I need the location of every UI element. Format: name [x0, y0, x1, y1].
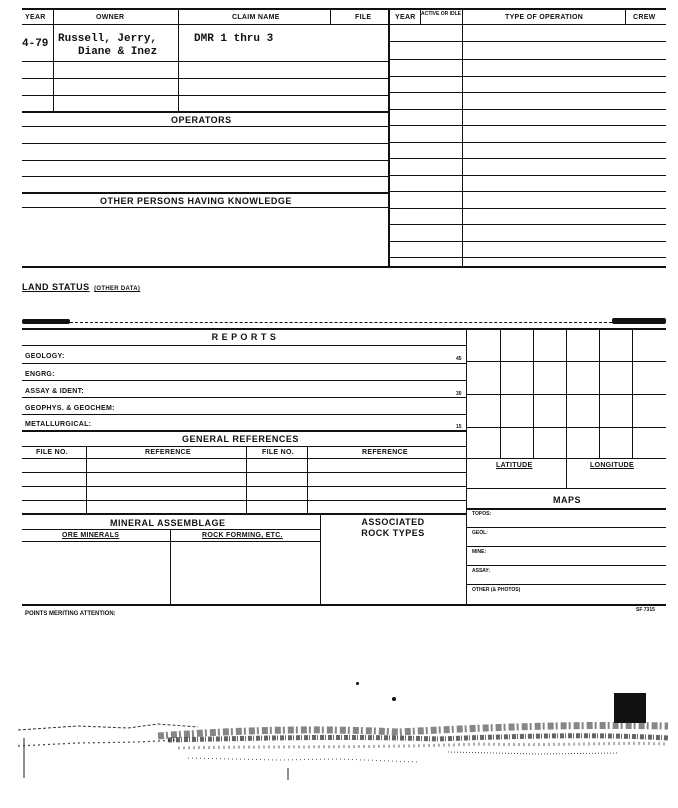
row-line	[388, 41, 666, 42]
maps-rule	[466, 508, 666, 510]
general-references-title: GENERAL REFERENCES	[182, 434, 299, 444]
row-line	[22, 472, 466, 473]
other-persons-label: OTHER PERSONS HAVING KNOWLEDGE	[100, 196, 292, 206]
grid-line	[466, 488, 666, 489]
report-engrg: ENGRG:	[25, 371, 55, 378]
row-line	[466, 584, 666, 585]
header-claim-name: CLAIM NAME	[232, 14, 280, 21]
reports-bottom-border	[22, 604, 666, 606]
latitude-label: LATITUDE	[496, 462, 533, 469]
row-line	[388, 125, 666, 126]
header-owner: OWNER	[96, 14, 125, 21]
divider	[462, 8, 463, 266]
maps-title: MAPS	[553, 495, 582, 505]
maps-mine: MINE:	[472, 549, 487, 555]
speck	[356, 682, 359, 685]
report-num: 15	[456, 424, 462, 430]
row-line	[22, 126, 388, 127]
table-top-border	[22, 8, 666, 10]
maps-other: OTHER (& PHOTOS)	[472, 587, 521, 593]
report-metallurgical: METALLURGICAL:	[25, 421, 92, 428]
divider	[178, 8, 179, 24]
row-line	[22, 61, 388, 62]
divider	[53, 8, 54, 24]
brush-mark-right	[612, 318, 666, 324]
associated-line-2: ROCK TYPES	[361, 528, 425, 538]
grid-line	[500, 328, 501, 458]
report-num: 45	[456, 356, 462, 362]
header-crew: CREW	[633, 14, 656, 21]
row-line	[22, 380, 466, 381]
header-year: YEAR	[25, 14, 46, 21]
row-line	[22, 143, 388, 144]
gr-header-file-no-2: FILE NO.	[262, 449, 294, 456]
report-geology: GEOLOGY:	[25, 353, 65, 360]
entry-owner-line-1: Russell, Jerry,	[58, 33, 158, 45]
associated-line-1: ASSOCIATED	[361, 517, 425, 527]
divider	[86, 446, 87, 514]
other-persons-rule	[22, 192, 388, 194]
header-rule	[22, 24, 666, 25]
header-file: FILE	[355, 14, 372, 21]
maps-geol: GEOL:	[472, 530, 488, 536]
land-status-sub: (OTHER DATA)	[94, 286, 141, 292]
row-line	[22, 363, 466, 364]
grid-line	[599, 328, 600, 458]
entry-claim-name: DMR 1 thru 3	[194, 33, 274, 45]
operators-rule	[22, 111, 388, 113]
divider	[170, 529, 171, 604]
row-line	[388, 158, 666, 159]
grid-line	[466, 394, 666, 395]
row-line	[388, 92, 666, 93]
row-line	[22, 345, 466, 346]
row-line	[22, 176, 388, 177]
row-line	[388, 76, 666, 77]
row-line	[388, 109, 666, 110]
longitude-label: LONGITUDE	[590, 462, 634, 469]
row-line	[22, 500, 466, 501]
row-line	[22, 458, 466, 459]
land-status-label: LAND STATUS	[22, 282, 90, 292]
grid-line	[466, 361, 666, 362]
row-line	[388, 208, 666, 209]
divider-dashed	[70, 322, 612, 323]
row-line	[22, 541, 320, 542]
grid-line	[466, 427, 666, 428]
gr-header-reference-2: REFERENCE	[362, 449, 408, 456]
report-geophys: GEOPHYS. & GEOCHEM:	[25, 405, 115, 412]
gr-header-file-no: FILE NO.	[36, 449, 68, 456]
rock-forming-label: ROCK FORMING, ETC.	[202, 532, 283, 539]
row-line	[22, 430, 466, 432]
table-bottom-border	[22, 266, 666, 268]
divider	[178, 24, 179, 112]
brush-mark-left	[22, 319, 70, 324]
row-line	[22, 529, 320, 530]
gr-header-reference: REFERENCE	[145, 449, 191, 456]
divider	[246, 446, 247, 514]
grid-line	[566, 328, 567, 488]
form-number: SF 7315	[636, 607, 655, 613]
scan-noise-band	[18, 718, 668, 788]
divider	[53, 24, 54, 112]
mineral-assemblage-title: MINERAL ASSEMBLAGE	[110, 518, 226, 528]
row-line	[22, 513, 466, 515]
row-line	[22, 397, 466, 398]
divider	[307, 446, 308, 514]
row-line	[22, 78, 388, 79]
header-type-of-operation: TYPE OF OPERATION	[505, 14, 584, 21]
divider	[466, 328, 467, 604]
header-active-idle: ACTIVE OR IDLE	[420, 11, 461, 17]
row-line	[388, 59, 666, 60]
row-line	[22, 160, 388, 161]
divider	[420, 8, 421, 24]
reports-top-border	[22, 328, 666, 330]
operators-label: OPERATORS	[171, 115, 232, 125]
grid-line	[466, 458, 666, 459]
reports-title: R E P O R T S	[211, 332, 277, 342]
row-line	[388, 175, 666, 176]
report-assay: ASSAY & IDENT:	[25, 388, 85, 395]
row-line	[388, 142, 666, 143]
row-line	[466, 565, 666, 566]
grid-line	[533, 328, 534, 458]
entry-owner-line-2: Diane & Inez	[78, 46, 158, 58]
row-line	[466, 546, 666, 547]
divider	[625, 8, 626, 24]
maps-topos: TOPOS:	[472, 511, 492, 517]
header-year-2: YEAR	[395, 14, 416, 21]
maps-assay: ASSAY:	[472, 568, 491, 574]
divider	[330, 8, 331, 24]
row-line	[388, 257, 666, 258]
row-line	[22, 414, 466, 415]
row-line	[22, 95, 388, 96]
land-status	[22, 277, 140, 295]
row-line	[388, 191, 666, 192]
row-line	[22, 207, 388, 208]
grid-line	[632, 328, 633, 458]
center-divider	[388, 8, 390, 266]
ore-minerals-label: ORE MINERALS	[62, 532, 120, 539]
speck	[392, 697, 396, 701]
entry-year: 4-79	[22, 38, 49, 50]
row-line	[388, 224, 666, 225]
row-line	[466, 527, 666, 528]
report-num: 30	[456, 391, 462, 397]
row-line	[22, 446, 466, 447]
row-line	[22, 486, 466, 487]
row-line	[388, 241, 666, 242]
points-meriting-label: POINTS MERITING ATTENTION:	[25, 611, 116, 617]
